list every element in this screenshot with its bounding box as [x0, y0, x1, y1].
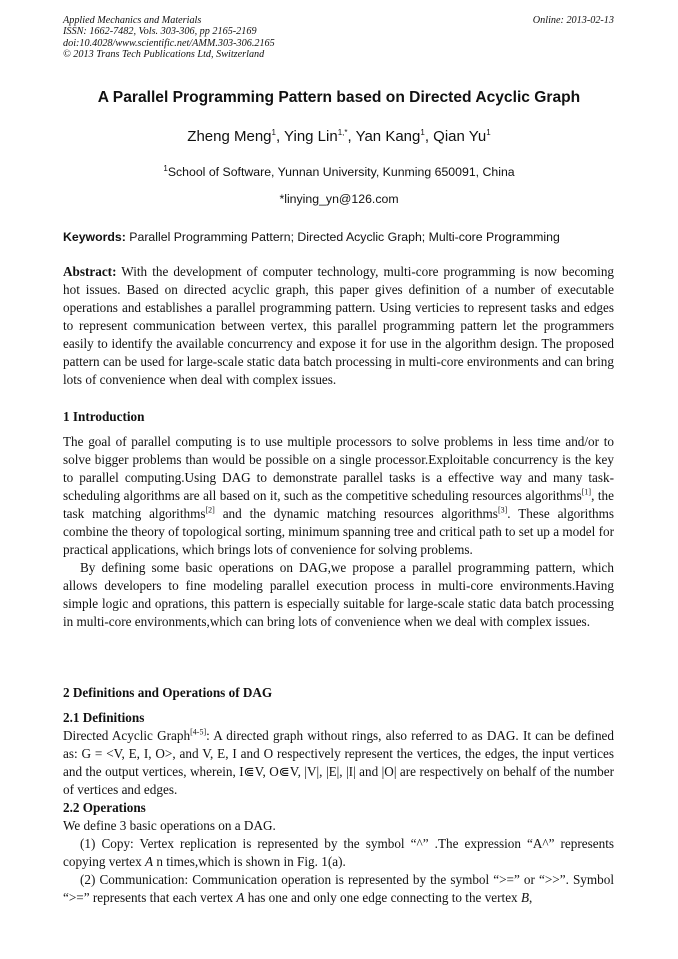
author-affiliation-mark: 1 — [486, 128, 491, 137]
abstract-label: Abstract: — [63, 264, 117, 279]
doi-line: doi:10.4028/www.scientific.net/AMM.303-306.2165 — [63, 37, 275, 49]
subsection-heading: 2.2 Operations — [63, 800, 146, 815]
author-name: Yan Kang — [355, 128, 421, 145]
corresponding-email: *linying_yn@126.com — [279, 192, 399, 206]
journal-header — [63, 15, 614, 60]
journal-name: Applied Mechanics and Materials — [63, 15, 202, 26]
variable: A — [236, 890, 245, 905]
author-name: Zheng Meng — [187, 128, 272, 145]
abstract-text: With the development of computer technology, multi-core programming is now becoming hot issues. Based on directed acyclic graph, this paper gives definition of a number of executable operations and establishes a parallel programming pattern. Using verticies to represent tasks and edges to represent communication between vertex, this parallel programming pattern let the programmers easily to identify the available concurrency and expose it for use in the algorithm design. The proposed pattern can be used for large-scale static data batch processing in multi-core environments and can bring lots of convenience when deal with complex issues. — [63, 264, 615, 387]
affiliation — [40, 165, 638, 179]
section-heading: 2 Definitions and Operations of DAG — [63, 685, 273, 700]
definition-text: : A directed graph without rings, also referred to as DAG. It can be defined as: G = <V, E, I, O>, and V, E, I and O respectively represent the vertices, the edges, the input vertices and the output vertices, wherein, I⋐V, O⋐V, |V|, |E|, |I| and |O| are respectively on behalf of the number of vertices and edges. — [63, 728, 614, 797]
intro-paragraph-1 — [63, 433, 614, 559]
online-date: Online: 2013-02-13 — [532, 15, 614, 26]
operation-text: has one and only one edge connecting to the vertex — [244, 890, 521, 905]
definition-paragraph — [63, 727, 614, 799]
definitions-section — [63, 684, 614, 907]
definition-text: Directed Acyclic Graph — [63, 728, 191, 743]
author-affiliation-mark: 1 — [271, 128, 276, 137]
author-name: Qian Yu — [433, 128, 487, 145]
citation-ref[interactable]: [1] — [581, 487, 592, 497]
intro-text: , the task matching algorithms — [63, 488, 614, 521]
intro-text: The goal of parallel computing is to use multiple processors to solve problems in less time and/or to solve bigger problems than would be possible on a single processor.Exploitable concurrency is the key to parallel computing.Using DAG to demonstrate parallel tasks is a effective way and many task-scheduling algorithms are all based on it, such as the competitive scheduling resources algorithms — [63, 434, 614, 503]
abstract-paragraph — [63, 263, 614, 389]
abstract — [63, 263, 614, 389]
author-affiliation-mark: 1,* — [337, 128, 348, 137]
section-heading: 1 Introduction — [63, 409, 145, 424]
author-list: Zheng Meng$^1$, Ying Lin$^{1,*}$, Yan Kang$^1$, Qian Yu$^1$ — [187, 128, 491, 145]
keywords — [63, 230, 623, 244]
operation-text: , — [529, 890, 533, 905]
variable: B — [520, 890, 530, 905]
affiliation-mark: 1 — [163, 163, 168, 173]
keywords-label: Keywords: — [63, 230, 126, 244]
operation-text: (1) Copy: Vertex replication is represented by the symbol “^” .The expression “A^” represents copying vertex — [63, 836, 614, 869]
keywords-text: Parallel Programming Pattern; Directed Acyclic Graph; Multi-core Programming — [129, 230, 560, 244]
intro-text: and the dynamic matching resources algorithms — [214, 506, 498, 521]
introduction-section — [63, 408, 614, 631]
operation-text: (2) Communication: Communication operation is represented by the symbol “>=” or “>>”. Symbol “>=” represents that each vertex — [63, 872, 614, 905]
subsection-heading: 2.1 Definitions — [63, 710, 145, 725]
author-name: Ying Lin — [284, 128, 338, 145]
issn-line: ISSN: 1662-7482, Vols. 303-306, pp 2165-2169 — [63, 26, 257, 38]
author-affiliation-mark: 1 — [420, 128, 425, 137]
operation-copy — [63, 835, 614, 871]
operation-communication — [63, 871, 614, 907]
variable: A — [145, 854, 154, 869]
affiliation-text: School of Software, Yunnan University, Kunming 650091, China — [167, 165, 515, 179]
intro-paragraph-2: By defining some basic operations on DAG,we propose a parallel programming pattern, which allows developers to fine modeling parallel execution process in multi-core environments.Having simple logic and oprations, this pattern is especially suitable for large-scale static data batch processing in multi-core environments,which can bring lots of convenience when we deal with complex issues. — [63, 560, 614, 629]
operation-text: n times,which is shown in Fig. 1(a). — [153, 854, 346, 869]
paper-title: A Parallel Programming Pattern based on Directed Acyclic Graph — [97, 89, 581, 106]
intro-text: . These algorithms combine the theory of topological sorting, minimum spanning tree and critical path to set up a model for practical applications, which brings lots of convenience for solving problems. — [63, 506, 614, 557]
citation-ref[interactable]: [3] — [497, 505, 508, 515]
operations-intro: We define 3 basic operations on a DAG. — [63, 818, 276, 833]
citation-ref[interactable]: [2] — [205, 505, 215, 515]
copyright-line: © 2013 Trans Tech Publications Ltd, Switzerland — [63, 48, 265, 60]
citation-ref[interactable]: [4-5] — [190, 727, 207, 737]
